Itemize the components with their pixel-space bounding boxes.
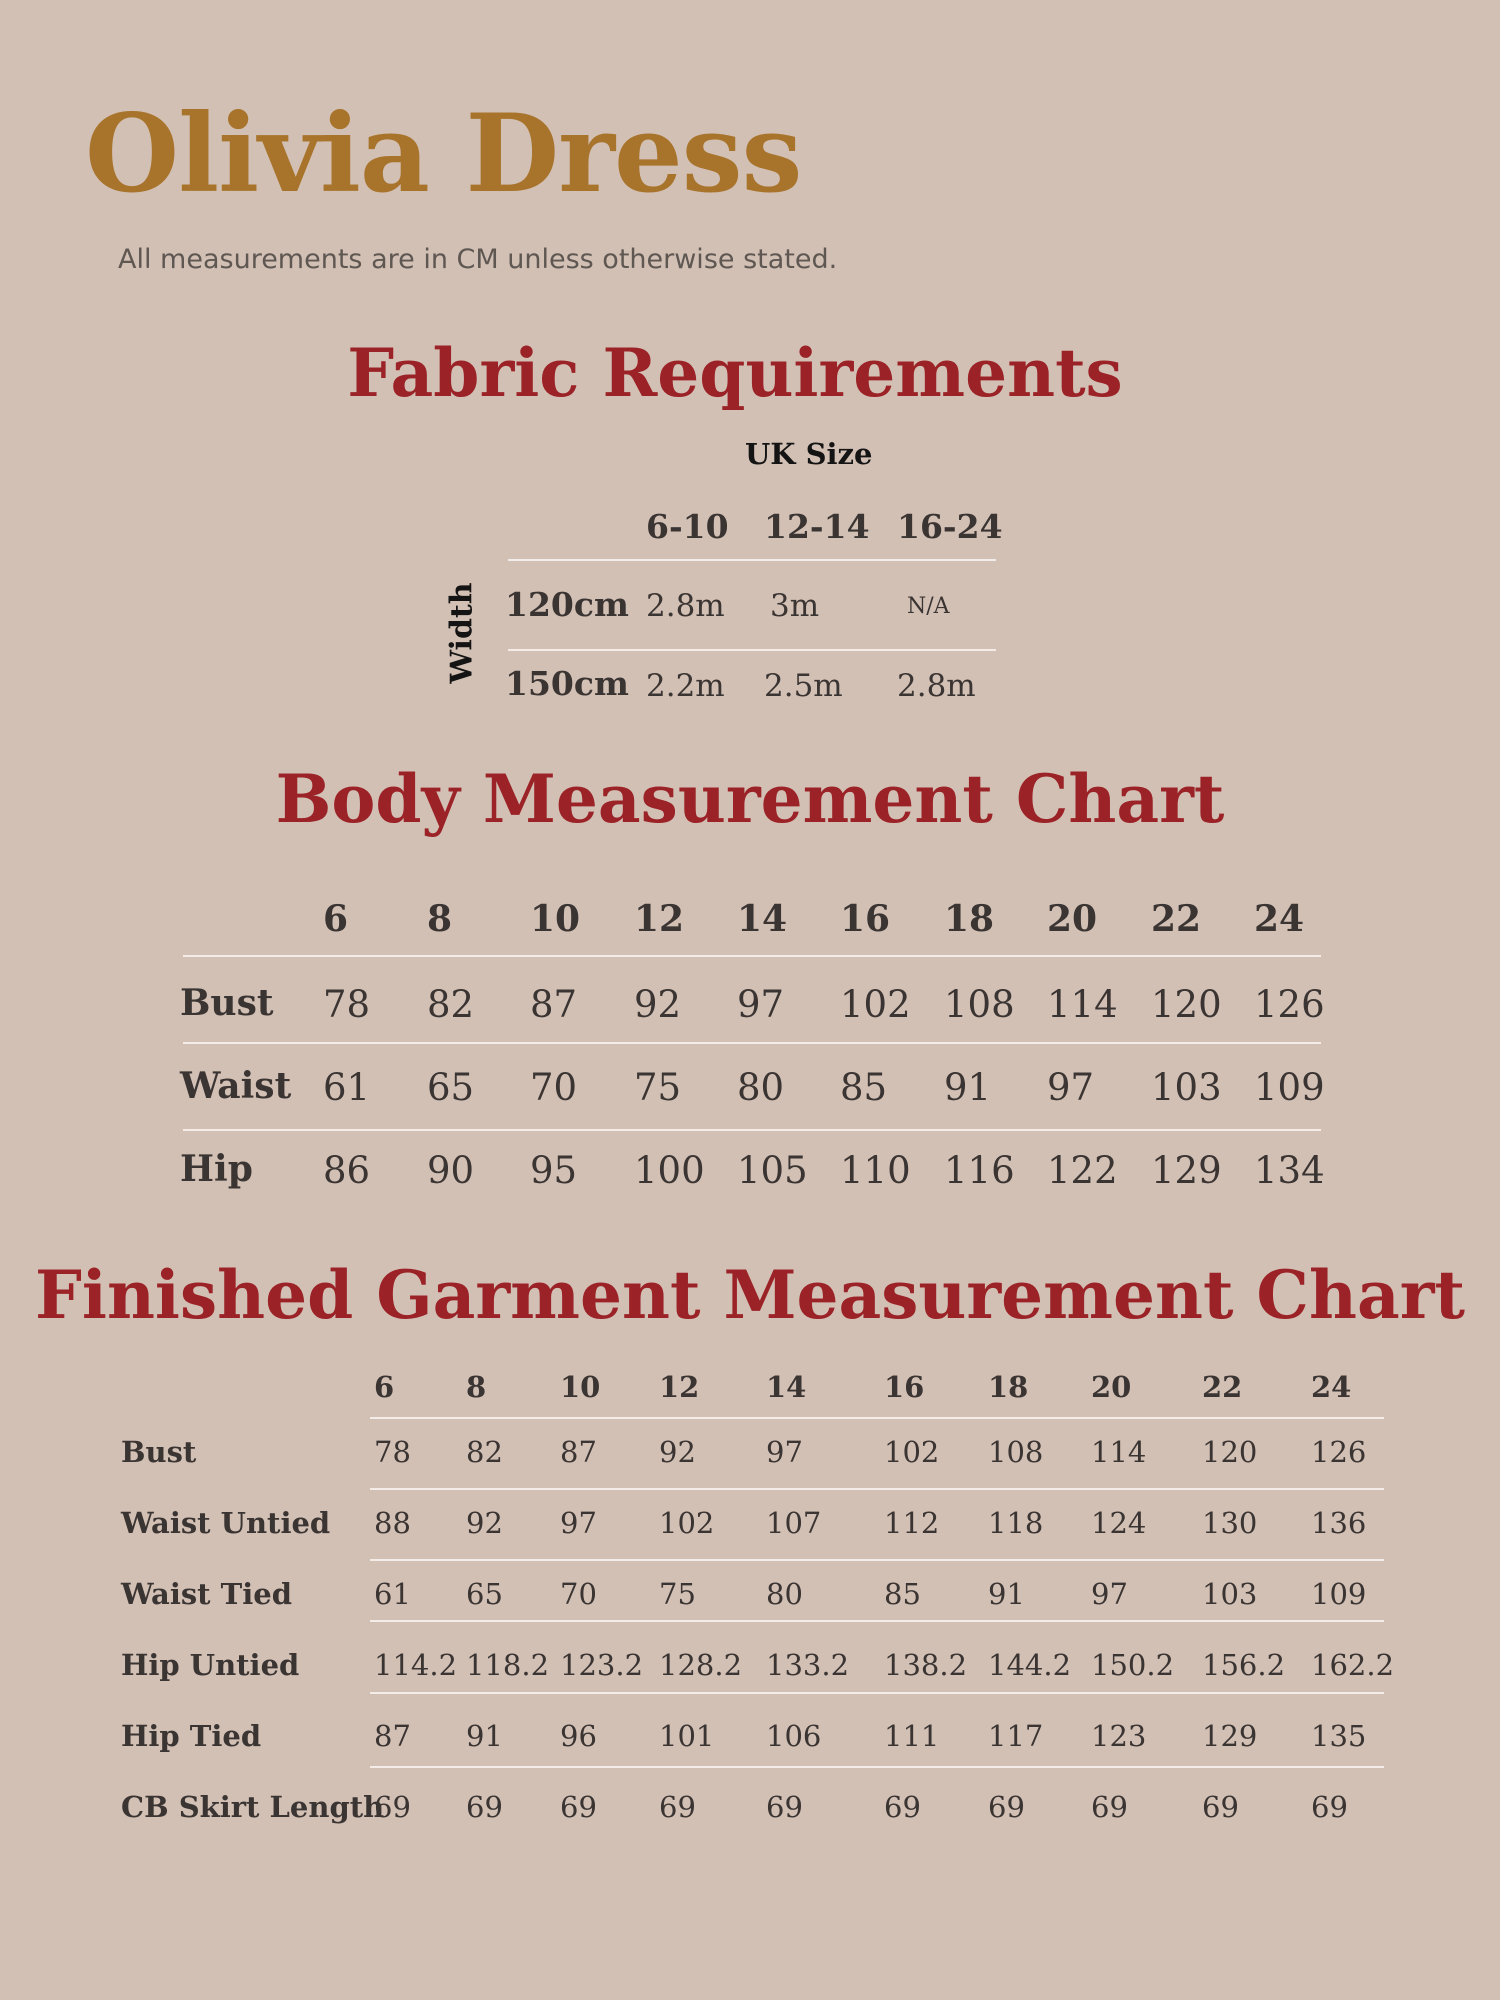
garment-cell: 82 — [466, 1435, 503, 1469]
body-cell: 70 — [530, 1066, 578, 1109]
body-cell: 110 — [840, 1149, 911, 1192]
body-cell: 92 — [634, 983, 682, 1026]
body-column-header: 22 — [1151, 898, 1202, 940]
page-subtitle: All measurements are in CM unless otherwise stated. — [118, 244, 838, 275]
body-column-header: 6 — [323, 898, 349, 940]
garment-cell: 69 — [1091, 1790, 1128, 1824]
garment-cell: 97 — [1091, 1577, 1128, 1611]
garment-column-header: 10 — [560, 1370, 601, 1404]
body-cell: 100 — [634, 1149, 705, 1192]
garment-cell: 101 — [659, 1719, 715, 1753]
garment-column-header: 6 — [374, 1370, 395, 1404]
body-cell: 65 — [427, 1066, 475, 1109]
garment-cell: 78 — [374, 1435, 411, 1469]
garment-cell: 123.2 — [560, 1648, 644, 1682]
body-cell: 90 — [427, 1149, 475, 1192]
fabric-cell: 3m — [770, 588, 820, 624]
body-column-header: 16 — [840, 898, 891, 940]
garment-cell: 162.2 — [1311, 1648, 1395, 1682]
garment-column-header: 16 — [884, 1370, 925, 1404]
garment-cell: 144.2 — [988, 1648, 1072, 1682]
garment-cell: 69 — [988, 1790, 1025, 1824]
body-column-header: 24 — [1254, 898, 1305, 940]
garment-cell: 80 — [766, 1577, 803, 1611]
garment-row-label: Hip Untied — [121, 1648, 300, 1682]
garment-row-label: Waist Untied — [121, 1506, 331, 1540]
garment-cell: 118 — [988, 1506, 1044, 1540]
garment-cell: 102 — [659, 1506, 715, 1540]
garment-cell: 91 — [466, 1719, 503, 1753]
garment-column-header: 18 — [988, 1370, 1029, 1404]
fabric-cell: N/A — [907, 594, 950, 619]
fabric-row-divider — [508, 559, 996, 561]
fabric-row-divider — [508, 649, 996, 651]
body-cell: 114 — [1047, 983, 1118, 1026]
garment-cell: 111 — [884, 1719, 940, 1753]
body-cell: 95 — [530, 1149, 578, 1192]
body-row-divider — [183, 955, 1321, 957]
body-column-header: 14 — [737, 898, 788, 940]
body-cell: 97 — [1047, 1066, 1095, 1109]
body-row-divider — [183, 1129, 1321, 1131]
body-cell: 91 — [944, 1066, 992, 1109]
garment-cell: 150.2 — [1091, 1648, 1175, 1682]
garment-row-divider — [370, 1417, 1384, 1419]
garment-cell: 87 — [374, 1719, 411, 1753]
garment-row-label: Hip Tied — [121, 1719, 262, 1753]
garment-cell: 69 — [560, 1790, 597, 1824]
body-cell: 97 — [737, 983, 785, 1026]
garment-column-header: 12 — [659, 1370, 700, 1404]
body-cell: 105 — [737, 1149, 808, 1192]
uk-size-label: UK Size — [745, 437, 873, 471]
garment-row-label: Waist Tied — [121, 1577, 292, 1611]
garment-column-header: 24 — [1311, 1370, 1352, 1404]
garment-cell: 138.2 — [884, 1648, 968, 1682]
fabric-column-header: 16-24 — [897, 507, 1003, 546]
garment-cell: 106 — [766, 1719, 822, 1753]
garment-cell: 96 — [560, 1719, 597, 1753]
body-cell: 87 — [530, 983, 578, 1026]
body-column-header: 18 — [944, 898, 995, 940]
garment-row-label: CB Skirt Length — [121, 1790, 385, 1824]
body-cell: 126 — [1254, 983, 1325, 1026]
fabric-cell: 2.8m — [646, 588, 725, 624]
body-row-label: Bust — [180, 982, 274, 1024]
garment-row-divider — [370, 1559, 1384, 1561]
body-column-header: 10 — [530, 898, 581, 940]
garment-cell: 135 — [1311, 1719, 1367, 1753]
garment-row-divider — [370, 1488, 1384, 1490]
body-cell: 122 — [1047, 1149, 1118, 1192]
garment-column-header: 8 — [466, 1370, 487, 1404]
garment-cell: 108 — [988, 1435, 1044, 1469]
fabric-row-label: 120cm — [505, 585, 629, 624]
garment-cell: 114 — [1091, 1435, 1147, 1469]
body-cell: 116 — [944, 1149, 1015, 1192]
garment-column-header: 22 — [1202, 1370, 1243, 1404]
body-cell: 61 — [323, 1066, 371, 1109]
garment-cell: 129 — [1202, 1719, 1258, 1753]
fabric-column-header: 6-10 — [646, 507, 729, 546]
garment-cell: 102 — [884, 1435, 940, 1469]
garment-cell: 117 — [988, 1719, 1044, 1753]
garment-column-header: 14 — [766, 1370, 807, 1404]
garment-row-divider — [370, 1766, 1384, 1768]
body-column-header: 12 — [634, 898, 685, 940]
garment-cell: 97 — [766, 1435, 803, 1469]
page-title: Olivia Dress — [85, 91, 802, 217]
garment-row-label: Bust — [121, 1435, 197, 1469]
body-cell: 103 — [1151, 1066, 1222, 1109]
garment-cell: 91 — [988, 1577, 1025, 1611]
body-cell: 102 — [840, 983, 911, 1026]
garment-cell: 112 — [884, 1506, 940, 1540]
garment-cell: 69 — [766, 1790, 803, 1824]
garment-cell: 156.2 — [1202, 1648, 1286, 1682]
garment-cell: 123 — [1091, 1719, 1147, 1753]
garment-cell: 69 — [466, 1790, 503, 1824]
garment-cell: 130 — [1202, 1506, 1258, 1540]
garment-cell: 92 — [466, 1506, 503, 1540]
garment-cell: 85 — [884, 1577, 921, 1611]
fabric-cell: 2.5m — [764, 668, 843, 704]
body-cell: 85 — [840, 1066, 888, 1109]
garment-cell: 69 — [1202, 1790, 1239, 1824]
garment-cell: 69 — [1311, 1790, 1348, 1824]
garment-row-divider — [370, 1692, 1384, 1694]
garment-cell: 114.2 — [374, 1648, 458, 1682]
garment-cell: 109 — [1311, 1577, 1367, 1611]
garment-cell: 69 — [659, 1790, 696, 1824]
fabric-column-header: 12-14 — [764, 507, 870, 546]
body-row-label: Waist — [180, 1065, 292, 1107]
garment-cell: 88 — [374, 1506, 411, 1540]
width-label: Width — [444, 582, 480, 684]
body-cell: 129 — [1151, 1149, 1222, 1192]
body-measurement-title: Body Measurement Chart — [275, 760, 1225, 838]
garment-cell: 65 — [466, 1577, 503, 1611]
body-cell: 75 — [634, 1066, 682, 1109]
fabric-row-label: 150cm — [505, 664, 629, 703]
body-cell: 86 — [323, 1149, 371, 1192]
garment-cell: 126 — [1311, 1435, 1367, 1469]
finished-garment-title: Finished Garment Measurement Chart — [35, 1256, 1465, 1334]
body-row-divider — [183, 1042, 1321, 1044]
fabric-cell: 2.8m — [897, 668, 976, 704]
garment-cell: 92 — [659, 1435, 696, 1469]
body-cell: 80 — [737, 1066, 785, 1109]
garment-cell: 118.2 — [466, 1648, 550, 1682]
garment-cell: 133.2 — [766, 1648, 850, 1682]
garment-cell: 87 — [560, 1435, 597, 1469]
garment-cell: 75 — [659, 1577, 696, 1611]
body-cell: 109 — [1254, 1066, 1325, 1109]
body-cell: 108 — [944, 983, 1015, 1026]
garment-cell: 69 — [374, 1790, 411, 1824]
garment-cell: 107 — [766, 1506, 822, 1540]
body-row-label: Hip — [180, 1148, 253, 1190]
body-cell: 120 — [1151, 983, 1222, 1026]
garment-row-divider — [370, 1620, 1384, 1622]
body-column-header: 8 — [427, 898, 453, 940]
fabric-cell: 2.2m — [646, 668, 725, 704]
body-cell: 82 — [427, 983, 475, 1026]
garment-cell: 97 — [560, 1506, 597, 1540]
garment-cell: 61 — [374, 1577, 411, 1611]
garment-cell: 124 — [1091, 1506, 1147, 1540]
fabric-requirements-title: Fabric Requirements — [347, 334, 1123, 412]
garment-cell: 128.2 — [659, 1648, 743, 1682]
garment-cell: 103 — [1202, 1577, 1258, 1611]
body-cell: 78 — [323, 983, 371, 1026]
body-cell: 134 — [1254, 1149, 1325, 1192]
body-column-header: 20 — [1047, 898, 1098, 940]
garment-column-header: 20 — [1091, 1370, 1132, 1404]
garment-cell: 70 — [560, 1577, 597, 1611]
garment-cell: 120 — [1202, 1435, 1258, 1469]
garment-cell: 69 — [884, 1790, 921, 1824]
garment-cell: 136 — [1311, 1506, 1367, 1540]
